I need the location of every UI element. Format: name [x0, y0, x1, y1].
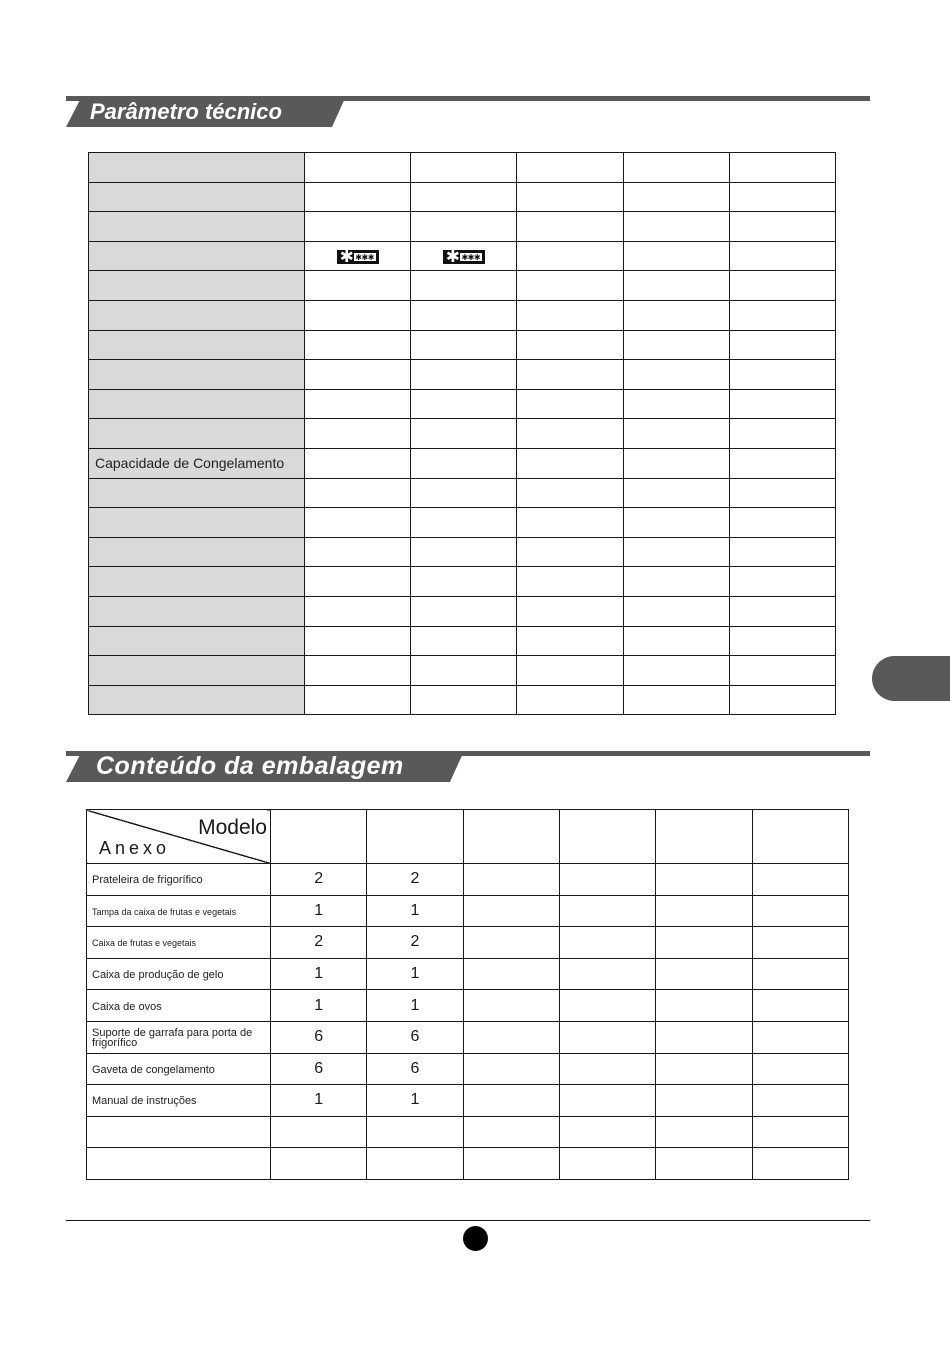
diagonal-header-cell — [87, 810, 271, 864]
value-cell — [305, 685, 411, 715]
value-cell — [729, 271, 835, 301]
quantity-cell: 6 — [367, 1021, 463, 1053]
value-cell — [411, 241, 517, 271]
value-cell — [517, 567, 623, 597]
item-label — [87, 1116, 271, 1148]
quantity-cell — [656, 958, 752, 990]
value-cell — [411, 300, 517, 330]
model-column-header — [463, 810, 559, 864]
quantity-cell — [463, 864, 559, 896]
item-label — [87, 1148, 271, 1180]
value-cell — [623, 153, 729, 183]
quantity-cell — [559, 1021, 655, 1053]
section-title: Conteúdo da embalagem — [96, 752, 404, 780]
value-cell — [623, 330, 729, 360]
value-cell — [729, 300, 835, 330]
quantity-cell — [656, 1148, 752, 1180]
package-contents-table — [86, 809, 849, 1180]
quantity-cell — [559, 927, 655, 959]
item-label: Tampa da caixa de frutas e vegetais — [87, 895, 271, 927]
value-cell — [517, 182, 623, 212]
model-column-header — [656, 810, 752, 864]
small-stars-icon: ✱✱✱ — [461, 253, 481, 263]
table-row — [89, 419, 836, 449]
value-cell — [305, 182, 411, 212]
value-cell — [729, 360, 835, 390]
table-row — [89, 300, 836, 330]
quantity-cell: 6 — [367, 1053, 463, 1085]
table-row — [89, 212, 836, 242]
row-label — [89, 419, 305, 449]
table-row — [87, 1053, 849, 1085]
quantity-cell — [559, 1085, 655, 1117]
row-label — [89, 212, 305, 242]
value-cell — [305, 448, 411, 478]
quantity-cell — [656, 1085, 752, 1117]
quantity-cell — [463, 958, 559, 990]
quantity-cell: 1 — [367, 958, 463, 990]
quantity-cell — [752, 1053, 848, 1085]
quantity-cell — [752, 990, 848, 1022]
value-cell — [623, 685, 729, 715]
value-cell — [623, 596, 729, 626]
value-cell — [729, 626, 835, 656]
quantity-cell: 2 — [271, 927, 367, 959]
table-row — [89, 508, 836, 538]
value-cell — [729, 153, 835, 183]
value-cell — [517, 300, 623, 330]
technical-parameters-table — [88, 152, 836, 715]
row-label — [89, 685, 305, 715]
table-row — [87, 864, 849, 896]
freezer-star-rating-icon — [443, 247, 485, 267]
value-cell — [623, 300, 729, 330]
value-cell — [729, 656, 835, 686]
value-cell — [729, 508, 835, 538]
table-row — [89, 596, 836, 626]
item-label: Caixa de frutas e vegetais — [87, 927, 271, 959]
quantity-cell: 1 — [271, 990, 367, 1022]
freezer-star-rating-icon — [337, 247, 379, 267]
table-row — [87, 895, 849, 927]
model-label: Modelo — [198, 816, 267, 839]
quantity-cell — [271, 1116, 367, 1148]
row-label — [89, 300, 305, 330]
value-cell — [305, 300, 411, 330]
value-cell — [411, 656, 517, 686]
quantity-cell: 2 — [271, 864, 367, 896]
quantity-cell — [559, 958, 655, 990]
value-cell — [623, 448, 729, 478]
footer-rule — [66, 1220, 870, 1221]
value-cell — [305, 596, 411, 626]
row-label — [89, 241, 305, 271]
model-column-header — [752, 810, 848, 864]
value-cell — [517, 448, 623, 478]
value-cell — [305, 626, 411, 656]
quantity-cell — [271, 1148, 367, 1180]
row-label — [89, 596, 305, 626]
quantity-cell — [752, 1085, 848, 1117]
table-row — [89, 271, 836, 301]
value-cell — [729, 537, 835, 567]
value-cell — [411, 508, 517, 538]
value-cell — [623, 419, 729, 449]
model-column-header — [367, 810, 463, 864]
value-cell — [411, 360, 517, 390]
value-cell — [623, 271, 729, 301]
quantity-cell — [367, 1148, 463, 1180]
value-cell — [517, 508, 623, 538]
quantity-cell: 1 — [367, 990, 463, 1022]
quantity-cell: 1 — [271, 895, 367, 927]
big-star-icon: ✱ — [339, 247, 354, 267]
model-column-header — [271, 810, 367, 864]
value-cell — [305, 212, 411, 242]
value-cell — [623, 389, 729, 419]
table-row — [87, 958, 849, 990]
value-cell — [305, 537, 411, 567]
quantity-cell — [752, 1116, 848, 1148]
value-cell — [517, 478, 623, 508]
row-label: Capacidade de Congelamento — [89, 448, 305, 478]
value-cell — [517, 537, 623, 567]
value-cell — [411, 685, 517, 715]
side-chapter-tab — [872, 656, 950, 701]
table-row — [87, 1116, 849, 1148]
table-row — [89, 478, 836, 508]
quantity-cell — [656, 895, 752, 927]
quantity-cell: 1 — [271, 958, 367, 990]
value-cell — [729, 241, 835, 271]
row-label — [89, 182, 305, 212]
quantity-cell — [752, 895, 848, 927]
value-cell — [729, 478, 835, 508]
value-cell — [517, 330, 623, 360]
quantity-cell — [752, 958, 848, 990]
value-cell — [729, 182, 835, 212]
value-cell — [517, 419, 623, 449]
value-cell — [623, 241, 729, 271]
table-row — [87, 1085, 849, 1117]
quantity-cell — [752, 1148, 848, 1180]
value-cell — [623, 537, 729, 567]
value-cell — [729, 389, 835, 419]
value-cell — [623, 567, 729, 597]
value-cell — [305, 656, 411, 686]
table-row — [89, 685, 836, 715]
quantity-cell — [559, 1116, 655, 1148]
big-star-icon: ✱ — [445, 247, 461, 267]
value-cell — [729, 448, 835, 478]
value-cell — [517, 656, 623, 686]
value-cell — [305, 153, 411, 183]
value-cell — [305, 271, 411, 301]
value-cell — [729, 419, 835, 449]
quantity-cell: 1 — [271, 1085, 367, 1117]
table-row — [89, 448, 836, 478]
quantity-cell — [656, 990, 752, 1022]
value-cell — [729, 567, 835, 597]
value-cell — [517, 596, 623, 626]
value-cell — [517, 685, 623, 715]
table-row — [89, 389, 836, 419]
table-row — [89, 330, 836, 360]
quantity-cell — [656, 1021, 752, 1053]
table-header-row — [87, 810, 849, 864]
value-cell — [729, 212, 835, 242]
table-row — [89, 656, 836, 686]
table-row — [89, 626, 836, 656]
quantity-cell: 6 — [271, 1053, 367, 1085]
value-cell — [623, 508, 729, 538]
quantity-cell — [656, 1116, 752, 1148]
quantity-cell — [559, 864, 655, 896]
table-row — [87, 990, 849, 1022]
item-label: Prateleira de frigorífico — [87, 864, 271, 896]
quantity-cell — [463, 1116, 559, 1148]
value-cell — [411, 389, 517, 419]
table-row — [89, 567, 836, 597]
value-cell — [305, 508, 411, 538]
row-label — [89, 537, 305, 567]
quantity-cell — [463, 1021, 559, 1053]
value-cell — [411, 537, 517, 567]
value-cell — [729, 596, 835, 626]
row-label — [89, 626, 305, 656]
quantity-cell — [559, 895, 655, 927]
row-label — [89, 330, 305, 360]
value-cell — [623, 212, 729, 242]
quantity-cell — [559, 1148, 655, 1180]
quantity-cell — [463, 895, 559, 927]
row-label — [89, 567, 305, 597]
value-cell — [411, 330, 517, 360]
model-column-header — [559, 810, 655, 864]
value-cell — [729, 685, 835, 715]
value-cell — [517, 271, 623, 301]
annex-label: Anexo — [99, 838, 171, 858]
quantity-cell: 6 — [271, 1021, 367, 1053]
value-cell — [623, 478, 729, 508]
quantity-cell — [367, 1116, 463, 1148]
row-label — [89, 360, 305, 390]
value-cell — [305, 241, 411, 271]
quantity-cell — [463, 1053, 559, 1085]
quantity-cell — [559, 1053, 655, 1085]
item-label: Manual de instruções — [87, 1085, 271, 1117]
table-row — [87, 927, 849, 959]
value-cell — [305, 360, 411, 390]
value-cell — [623, 360, 729, 390]
table-row — [87, 1148, 849, 1180]
value-cell — [411, 478, 517, 508]
section-title: Parâmetro técnico — [90, 99, 282, 124]
item-label: Suporte de garrafa para porta de frigorífico — [87, 1021, 271, 1053]
value-cell — [411, 153, 517, 183]
value-cell — [411, 212, 517, 242]
quantity-cell — [656, 1053, 752, 1085]
value-cell — [517, 626, 623, 656]
value-cell — [623, 626, 729, 656]
quantity-cell — [752, 927, 848, 959]
value-cell — [517, 212, 623, 242]
quantity-cell — [463, 990, 559, 1022]
value-cell — [517, 241, 623, 271]
table-row — [89, 241, 836, 271]
value-cell — [411, 182, 517, 212]
section-header-package — [66, 751, 870, 787]
value-cell — [305, 419, 411, 449]
row-label — [89, 389, 305, 419]
value-cell — [305, 330, 411, 360]
row-label — [89, 656, 305, 686]
quantity-cell: 2 — [367, 864, 463, 896]
table-row — [89, 153, 836, 183]
quantity-cell: 1 — [367, 1085, 463, 1117]
value-cell — [411, 448, 517, 478]
item-label: Gaveta de congelamento — [87, 1053, 271, 1085]
item-label: Caixa de ovos — [87, 990, 271, 1022]
quantity-cell: 1 — [367, 895, 463, 927]
quantity-cell — [656, 927, 752, 959]
value-cell — [517, 389, 623, 419]
quantity-cell — [559, 990, 655, 1022]
small-stars-icon: ✱✱✱ — [355, 253, 374, 263]
value-cell — [411, 567, 517, 597]
value-cell — [411, 626, 517, 656]
value-cell — [305, 567, 411, 597]
section-header-technical — [66, 96, 870, 132]
value-cell — [411, 596, 517, 626]
row-label — [89, 508, 305, 538]
value-cell — [623, 182, 729, 212]
value-cell — [623, 656, 729, 686]
value-cell — [517, 360, 623, 390]
value-cell — [517, 153, 623, 183]
quantity-cell — [656, 864, 752, 896]
quantity-cell — [463, 927, 559, 959]
item-label: Caixa de produção de gelo — [87, 958, 271, 990]
quantity-cell: 2 — [367, 927, 463, 959]
value-cell — [729, 330, 835, 360]
row-label — [89, 271, 305, 301]
row-label — [89, 153, 305, 183]
table-row — [87, 1021, 849, 1053]
value-cell — [305, 389, 411, 419]
row-label — [89, 478, 305, 508]
quantity-cell — [752, 1021, 848, 1053]
quantity-cell — [463, 1085, 559, 1117]
quantity-cell — [752, 864, 848, 896]
table-row — [89, 360, 836, 390]
value-cell — [305, 478, 411, 508]
value-cell — [411, 271, 517, 301]
table-row — [89, 537, 836, 567]
table-row — [89, 182, 836, 212]
quantity-cell — [463, 1148, 559, 1180]
page-number-badge — [463, 1226, 488, 1251]
value-cell — [411, 419, 517, 449]
